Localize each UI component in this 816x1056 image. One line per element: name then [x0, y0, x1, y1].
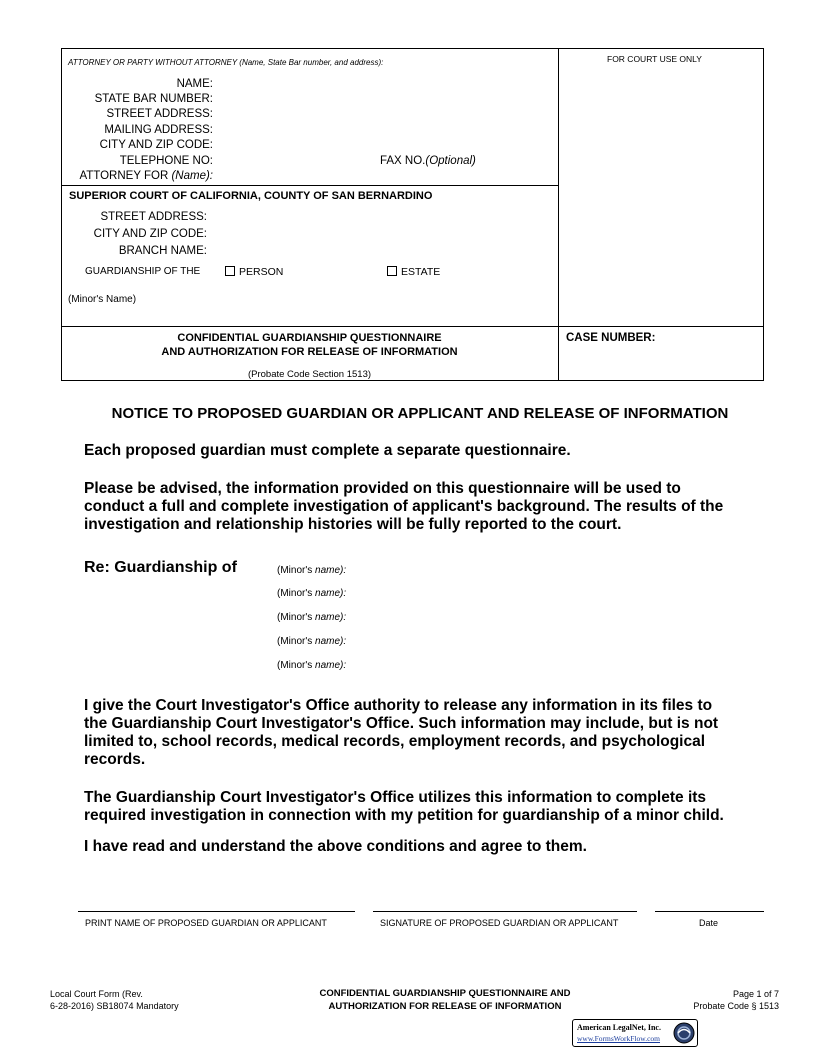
minor-name-word: name):	[315, 636, 347, 647]
estate-label: ESTATE	[401, 266, 441, 278]
notice-paragraph-2-line-2: conduct a full and complete investigation of applicant's background. The results of the	[84, 498, 724, 515]
fax-optional: (Optional)	[425, 155, 476, 167]
re-guardianship-label: Re: Guardianship of	[84, 559, 237, 576]
footer-form-line-2: 6-28-2016) SB18074 Mandatory	[50, 1001, 179, 1011]
notice-paragraph-5: I have read and understand the above conditions and agree to them.	[84, 838, 587, 855]
logo-url: www.FormsWorkFlow.com	[577, 1034, 661, 1043]
court-name: SUPERIOR COURT OF CALIFORNIA, COUNTY OF SAN BERNARDINO	[69, 190, 433, 202]
case-number-label: CASE NUMBER:	[566, 332, 656, 344]
fax-label	[380, 155, 476, 167]
minor-name-word: name):	[315, 565, 347, 576]
footer-page-number: Page 1 of 7	[732, 989, 779, 999]
city-zip-label: CITY AND ZIP CODE:	[99, 139, 213, 151]
guardianship-of-label: GUARDIANSHIP OF THE	[85, 266, 201, 277]
court-street-label: STREET ADDRESS:	[100, 211, 207, 223]
attorney-for-name: (Name):	[171, 170, 213, 182]
estate-checkbox[interactable]	[387, 266, 397, 276]
form-title-line1: CONFIDENTIAL GUARDIANSHIP QUESTIONNAIRE	[177, 332, 442, 344]
telephone-label: TELEPHONE NO:	[119, 155, 213, 167]
notice-paragraph-3-line-2: the Guardianship Court Investigator's Office. Such information may include, but is not	[84, 715, 719, 732]
street-address-label: STREET ADDRESS:	[106, 108, 213, 120]
minors-name-label	[68, 294, 136, 305]
footer-title-line-2: AUTHORIZATION FOR RELEASE OF INFORMATION	[328, 1001, 562, 1012]
name-label: NAME:	[176, 78, 213, 90]
minor-name-row	[277, 565, 346, 576]
minor-name-prefix: (Minor's	[277, 612, 313, 623]
footer-probate-code: Probate Code § 1513	[693, 1001, 779, 1011]
signature-line[interactable]	[373, 911, 637, 912]
minor-name-row	[277, 612, 346, 623]
minor-name-prefix: (Minor's	[277, 660, 313, 671]
notice-paragraph-3-line-4: records.	[84, 751, 146, 768]
for-court-use-label: FOR COURT USE ONLY	[607, 54, 702, 64]
fax-label-text: FAX NO.	[380, 155, 426, 167]
caption-divider-court	[61, 185, 558, 186]
legalnet-logo	[572, 1019, 698, 1047]
notice-heading: NOTICE TO PROPOSED GUARDIAN OR APPLICANT AND RELEASE OF INFORMATION	[111, 405, 729, 422]
minor-name-prefix: (Minor's	[277, 565, 313, 576]
date-caption: Date	[699, 918, 719, 928]
state-bar-label: STATE BAR NUMBER:	[94, 93, 213, 105]
print-name-caption: PRINT NAME OF PROPOSED GUARDIAN OR APPLICANT	[85, 918, 327, 928]
minor-name-prefix: (Minor's	[277, 636, 313, 647]
branch-name-label: BRANCH NAME:	[118, 245, 207, 257]
notice-paragraph-3	[84, 697, 718, 769]
person-label: PERSON	[239, 266, 284, 278]
caption-divider-title	[61, 326, 764, 327]
notice-paragraph-4	[84, 789, 724, 825]
form-title-code: (Probate Code Section 1513)	[247, 369, 372, 380]
minor-name-row	[277, 588, 346, 599]
notice-paragraph-2	[84, 480, 723, 534]
estate-option[interactable]	[387, 266, 440, 278]
minor-name-word: name):	[315, 588, 347, 599]
notice-paragraph-2-line-1: Please be advised, the information provided on this questionnaire will be used to	[84, 480, 681, 497]
date-line[interactable]	[655, 911, 764, 912]
notice-paragraph-1: Each proposed guardian must complete a separate questionnaire.	[84, 442, 571, 459]
notice-paragraph-2-line-3: investigation and relationship histories will be fully reported to the court.	[84, 516, 622, 533]
attorney-for-label	[79, 170, 213, 182]
minor-name-word: name):	[315, 612, 347, 623]
attorney-for-text: ATTORNEY FOR	[79, 170, 169, 182]
minors-name-prefix: (Minor's	[68, 294, 104, 305]
logo-company: American LegalNet, Inc.	[577, 1023, 661, 1032]
notice-paragraph-3-line-3: limited to, school records, medical records, employment records, and psychological	[84, 733, 706, 750]
minor-name-prefix: (Minor's	[277, 588, 313, 599]
notice-paragraph-4-line-2: required investigation in connection with my petition for guardianship of a minor child.	[84, 807, 724, 824]
person-option[interactable]	[225, 266, 283, 278]
print-name-line[interactable]	[78, 911, 355, 912]
notice-paragraph-3-line-1: I give the Court Investigator's Office authority to release any information in its files to	[84, 697, 713, 714]
person-checkbox[interactable]	[225, 266, 235, 276]
minor-name-row	[277, 636, 346, 647]
caption-divider-vertical	[558, 48, 559, 381]
logo-globe-icon	[673, 1022, 695, 1044]
notice-paragraph-4-line-1: The Guardianship Court Investigator's Office utilizes this information to complete its	[84, 789, 707, 806]
signature-caption: SIGNATURE OF PROPOSED GUARDIAN OR APPLICANT	[380, 918, 619, 928]
court-city-label: CITY AND ZIP CODE:	[93, 228, 207, 240]
minor-name-word: name):	[315, 660, 347, 671]
minors-name-word: Name)	[106, 294, 137, 305]
attorney-heading: ATTORNEY OR PARTY WITHOUT ATTORNEY (Name, State Bar number, and address):	[68, 58, 384, 67]
footer-form-line-1: Local Court Form (Rev.	[50, 989, 143, 999]
mailing-address-label: MAILING ADDRESS:	[104, 124, 213, 136]
minor-name-row	[277, 660, 346, 671]
footer-title-line-1: CONFIDENTIAL GUARDIANSHIP QUESTIONNAIRE AND	[319, 988, 571, 999]
form-title-line2: AND AUTHORIZATION FOR RELEASE OF INFORMATION	[161, 346, 458, 358]
